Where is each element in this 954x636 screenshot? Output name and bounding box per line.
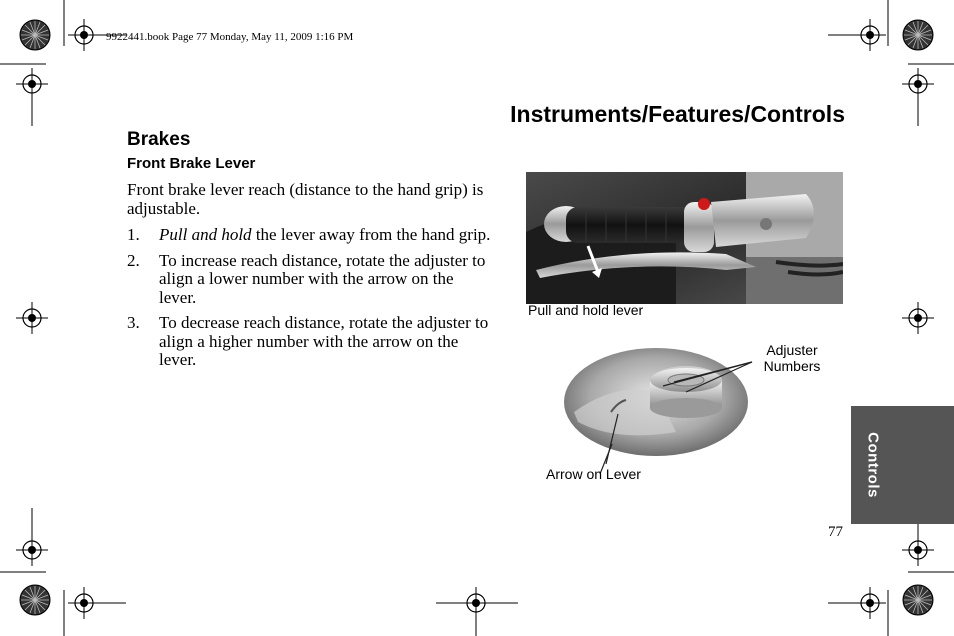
registration-wheel (20, 585, 50, 615)
registration-wheel (20, 20, 50, 50)
section-tab-label: Controls (864, 432, 882, 498)
subsection-title: Front Brake Lever (127, 155, 256, 172)
section-title: Brakes (127, 129, 191, 150)
brake-lever-photo (526, 172, 843, 304)
step-number: 1. (127, 225, 140, 244)
intro-paragraph: Front brake lever reach (distance to the hand grip) is adjustable. (127, 180, 484, 218)
step-number: 2. (127, 250, 140, 270)
step-text: To decrease reach distance, rotate the adjuster to align a higher number with the arrow on the lever. (159, 313, 489, 369)
step-emphasis: Pull and hold (159, 225, 252, 244)
step-text: To increase reach distance, rotate the adjuster to align a lower number with the arrow on the lever. (159, 250, 486, 307)
registration-wheel (903, 585, 933, 615)
registration-wheel (903, 20, 933, 50)
step-number: 3. (127, 313, 140, 332)
step-item (127, 314, 492, 370)
figure1-caption: Pull and hold lever (528, 302, 644, 318)
print-header: 9922441.book Page 77 Monday, May 11, 2009 1:16 PM (106, 31, 354, 43)
adjuster-photo (556, 322, 756, 474)
adjuster-numbers-label: Adjuster Numbers (763, 342, 821, 374)
step-text: the lever away from the hand grip. (251, 225, 491, 244)
arrow-on-lever-label: Arrow on Lever (546, 466, 641, 482)
page-number: 77 (828, 524, 843, 540)
step-item (127, 226, 492, 245)
steps-list (127, 226, 492, 377)
step-item (127, 252, 492, 308)
page-title: Instruments/Features/Controls (510, 101, 845, 127)
